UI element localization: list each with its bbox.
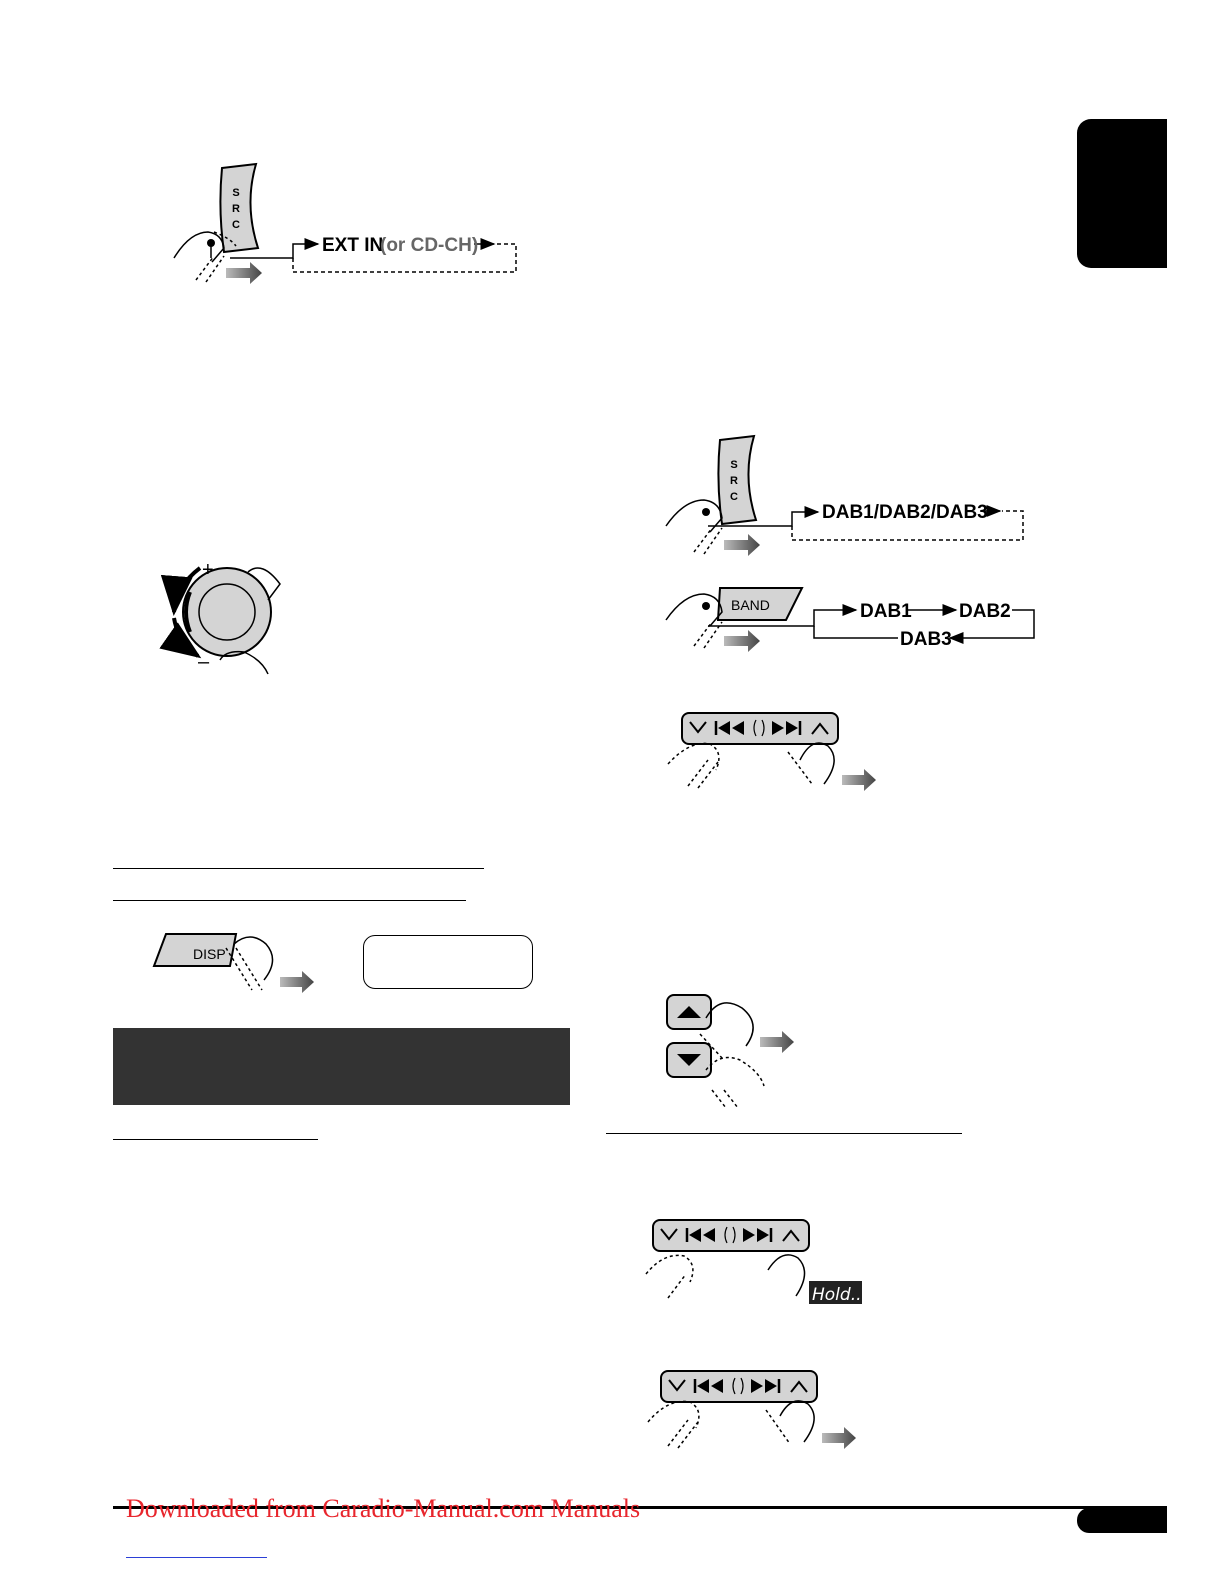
band-button — [718, 588, 802, 620]
svg-text:S: S — [730, 459, 738, 471]
dab-cycle-label: DAB1/DAB2/DAB3 — [822, 502, 988, 523]
skip-button-bar-bottom — [661, 1371, 817, 1402]
dab3-label: DAB3 — [900, 629, 952, 650]
src-letter-c: C — [232, 219, 240, 231]
src-letter-s: S — [232, 187, 240, 199]
volume-minus-label: – — [198, 651, 210, 673]
disp-label: DISP — [193, 946, 226, 962]
page-number-tab — [1077, 1508, 1167, 1533]
push-arrow-icon — [724, 630, 760, 652]
push-arrow-icon — [760, 1031, 794, 1053]
hold-label: Hold.... — [812, 1285, 873, 1305]
push-arrow-icon — [280, 971, 314, 993]
svg-text:R: R — [730, 475, 738, 487]
push-arrow-icon — [842, 769, 876, 791]
heading-rule-3 — [113, 1139, 318, 1140]
dab2-label: DAB2 — [959, 601, 1011, 622]
volume-knob — [174, 559, 280, 674]
svg-text:C: C — [730, 491, 738, 503]
download-watermark[interactable]: Downloaded from Caradio-Manual.com Manuals — [126, 1494, 641, 1523]
src-button-dab — [718, 436, 756, 524]
ext-in-alt-label: (or CD-CH) — [380, 235, 479, 256]
ext-in-label: EXT IN — [322, 235, 384, 256]
push-arrow-icon — [724, 534, 760, 556]
push-arrow-icon — [822, 1427, 856, 1449]
band-label: BAND — [731, 597, 770, 613]
src-button-ext — [220, 164, 258, 252]
skip-button-bar-hold — [653, 1220, 809, 1251]
skip-button-bar — [682, 713, 838, 744]
ext-in-flow — [230, 235, 516, 272]
heading-rule-1 — [113, 868, 484, 869]
volume-plus-label: + — [202, 559, 214, 581]
heading-rule-2 — [113, 900, 466, 901]
watermark-link-underline — [126, 1557, 267, 1558]
preset-up-down-buttons — [667, 995, 711, 1077]
push-arrow-icon — [226, 262, 262, 284]
disp-button — [154, 934, 236, 966]
section-banner — [113, 1028, 570, 1105]
heading-rule-4 — [606, 1133, 962, 1134]
display-window — [363, 935, 533, 989]
src-letter-r: R — [232, 203, 240, 215]
dab1-label: DAB1 — [860, 601, 912, 622]
